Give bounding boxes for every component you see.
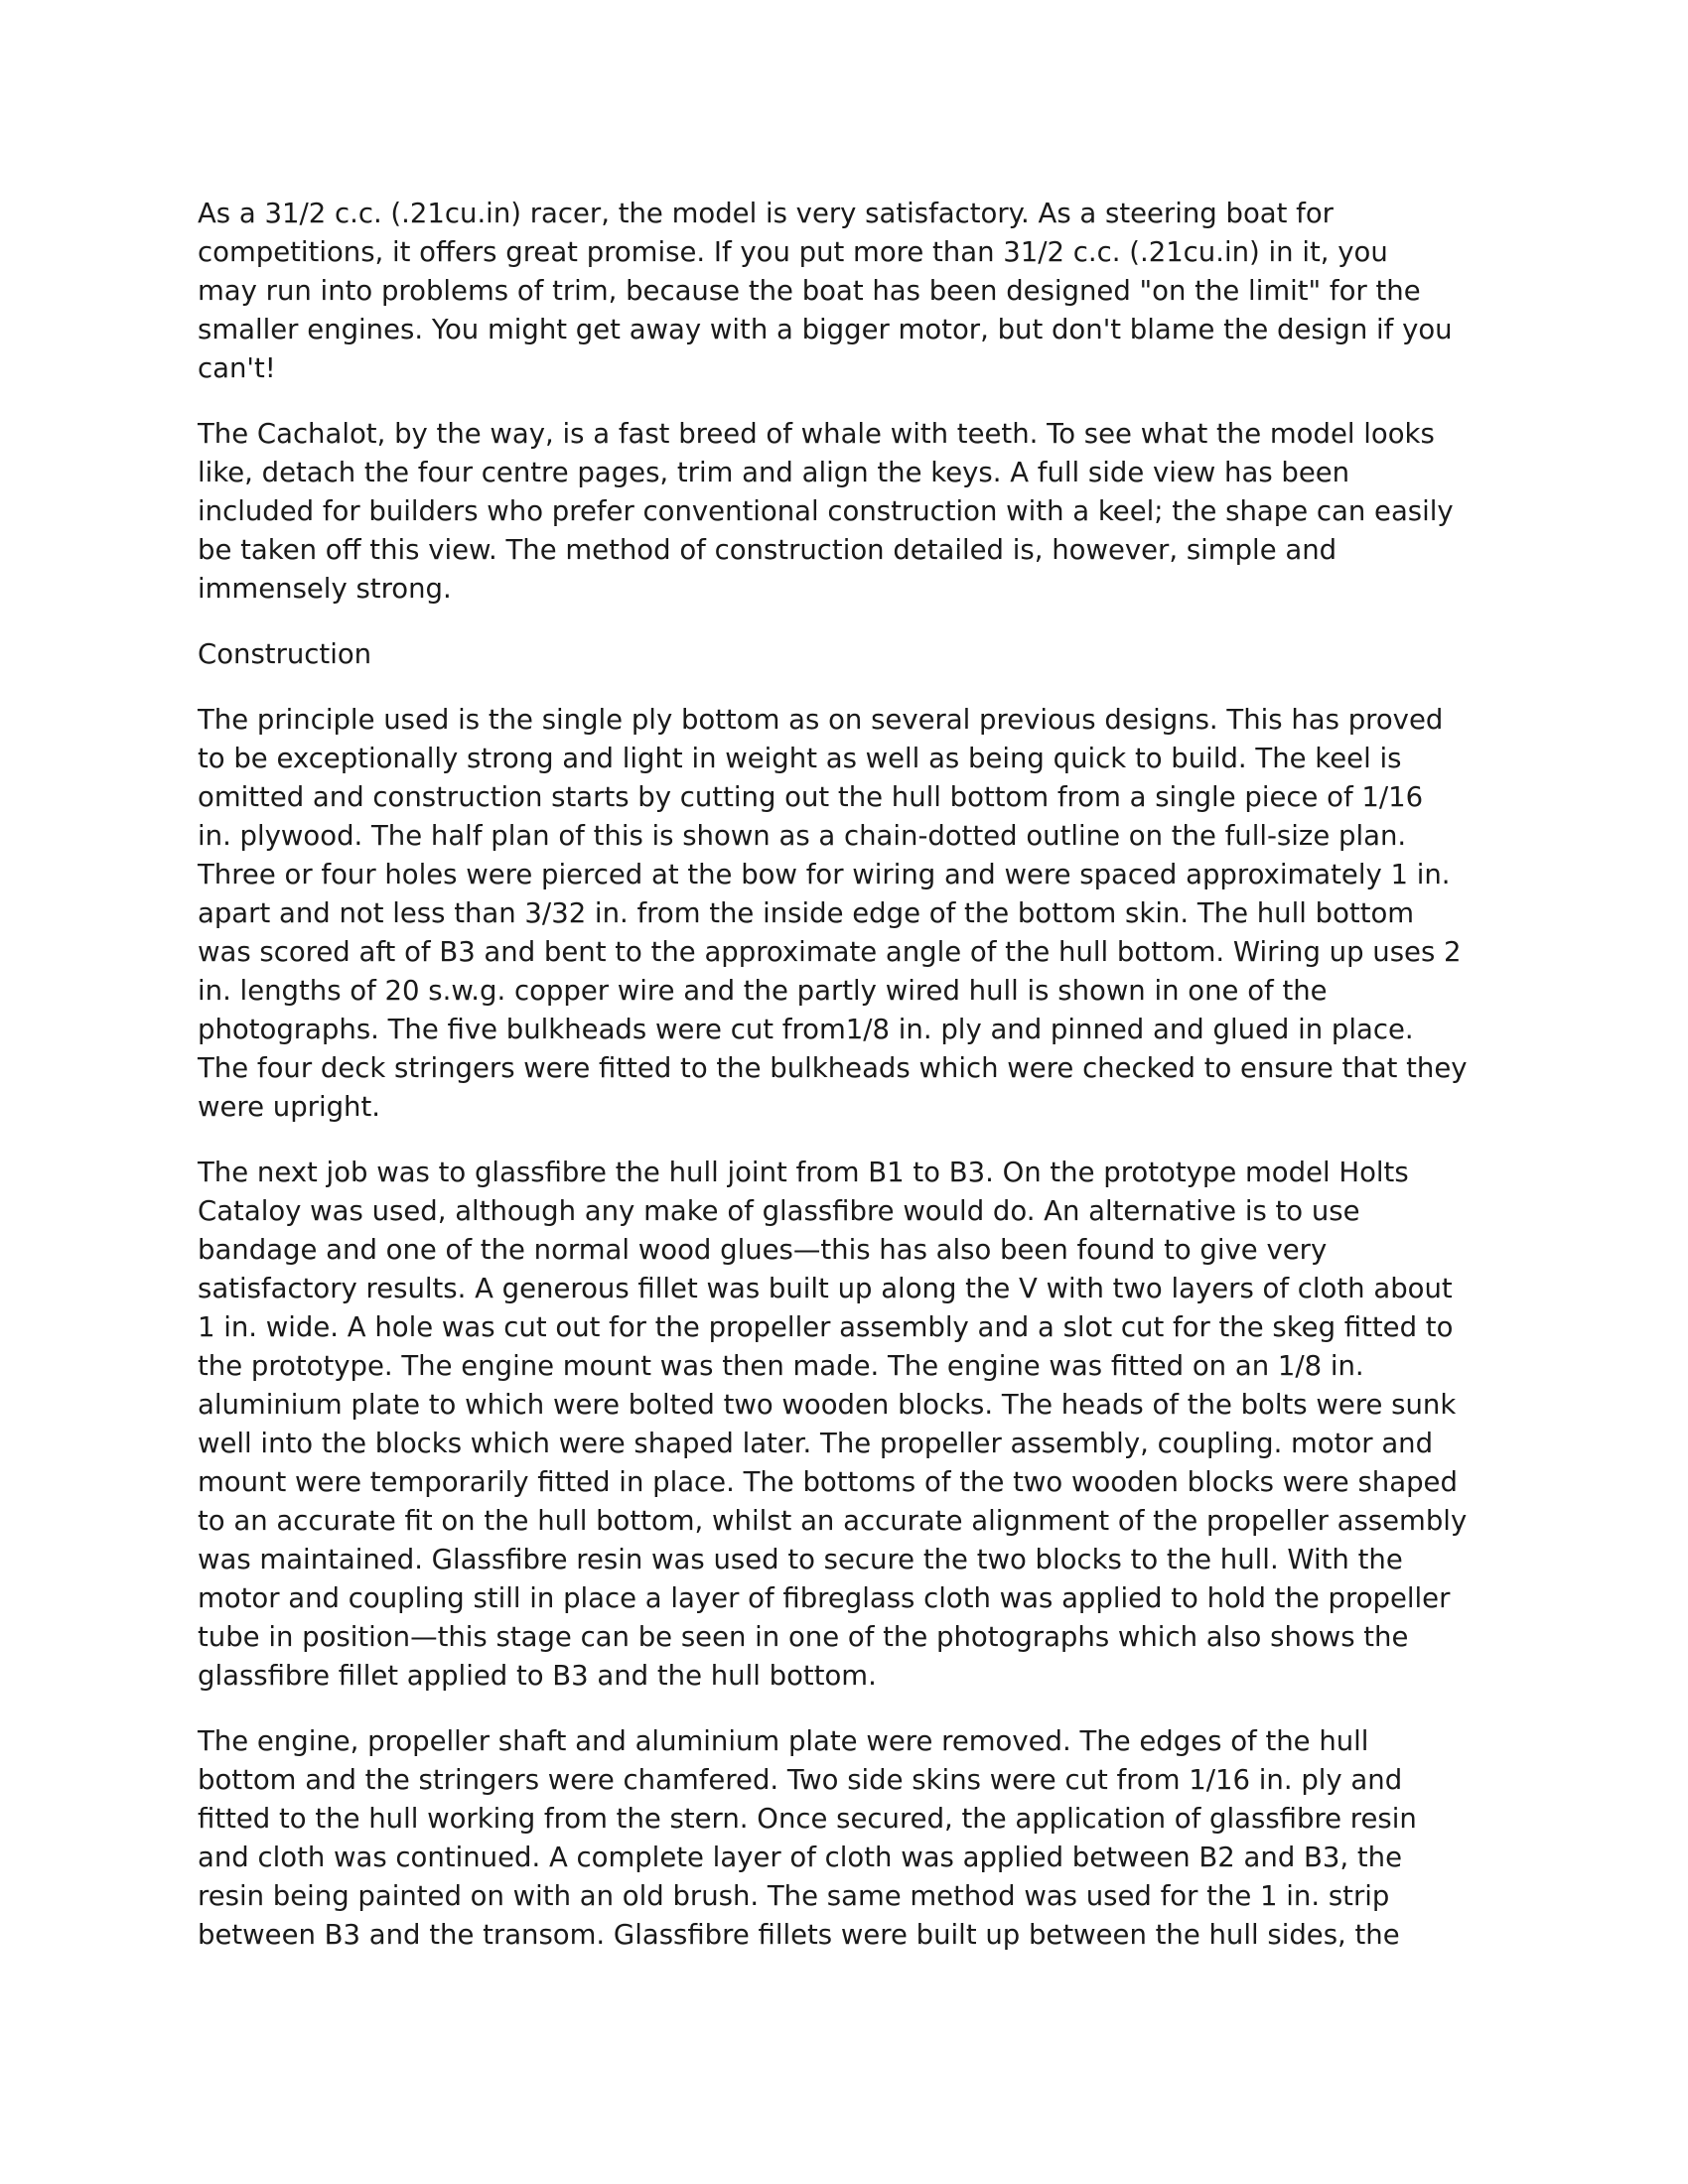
paragraph-glassfibre: The next job was to glassfibre the hull joint from B1 to B3. On the prototype model Holts Cataloy was used, although any make of glassfibre would do. An alternative is to use bandage and one of the normal wood glues—this has also been found to give very satisfactory results. A generous fillet was built up along the V with two layers of cloth about 1 in. wide. A hole was cut out for the propeller assembly and a slot cut for the skeg fitted to the prototype. The engine mount was then made. The engine was fitted on an 1/8 in. aluminium plate to which were bolted two wooden blocks. The heads of the bolts were sunk well into the blocks which were shaped later. The propeller assembly, coupling. motor and mount were temporarily fitted in place. The bottoms of the two wooden blocks were shaped to an accurate fit on the hull bottom, whilst an accurate alignment of the propeller assembly was maintained. Glassfibre resin was used to secure the two blocks to the hull. With the motor and coupling still in place a layer of fibreglass cloth was applied to hold the propeller tube in position—this stage can be seen in one of the photographs which also shows the glassfibre fillet applied to B3 and the hull bottom. [198, 1157, 1468, 1692]
paragraph-engine-removal: The engine, propeller shaft and aluminium plate were removed. The edges of the hull bottom and the stringers were chamfered. Two side skins were cut from 1/16 in. ply and fitted to the hull working from the stern. Once secured, the application of glassfibre resin and cloth was continued. A complete layer of cloth was applied between B2 and B3, the resin being painted on with an old brush. The same method was used for the 1 in. strip between B3 and the transom. Glassfibre fillets were built up between the hull sides, the [198, 1725, 1417, 1951]
document-body [198, 195, 1493, 1981]
paragraph-principle: The principle used is the single ply bottom as on several previous designs. This has proved to be exceptionally strong and light in weight as well as being quick to build. The keel is omitted and construction starts by cutting out the hull bottom from a single piece of 1/16 in. plywood. The half plan of this is shown as a chain-dotted outline on the full-size plan. Three or four holes were pierced at the bow for wiring and were spaced approximately 1 in. apart and not less than 3/32 in. from the inside edge of the bottom skin. The hull bottom was scored aft of B3 and bent to the approximate angle of the hull bottom. Wiring up uses 2 in. lengths of 20 s.w.g. copper wire and the partly wired hull is shown in one of the photographs. The five bulkheads were cut from1/8 in. ply and pinned and glued in place. The four deck stringers were fitted to the bulkheads which were checked to ensure that they were upright. [198, 704, 1468, 1123]
paragraph-intro: As a 31/2 c.c. (.21cu.in) racer, the model is very satisfactory. As a steering boat for competitions, it offers great promise. If you put more than 31/2 c.c. (.21cu.in) in it, you may run into problems of trim, because the boat has been designed "on the limit" for the smaller engines. You might get away with a bigger motor, but don't blame the design if you can't! [198, 198, 1453, 384]
section-heading-construction: Construction [198, 638, 372, 670]
paragraph-cachalot: The Cachalot, by the way, is a fast breed of whale with teeth. To see what the model looks like, detach the four centre pages, trim and align the keys. A full side view has been included for builders who prefer conventional construction with a keel; the shape can easily be taken off this view. The method of construction detailed is, however, simple and immensely strong. [198, 418, 1454, 605]
